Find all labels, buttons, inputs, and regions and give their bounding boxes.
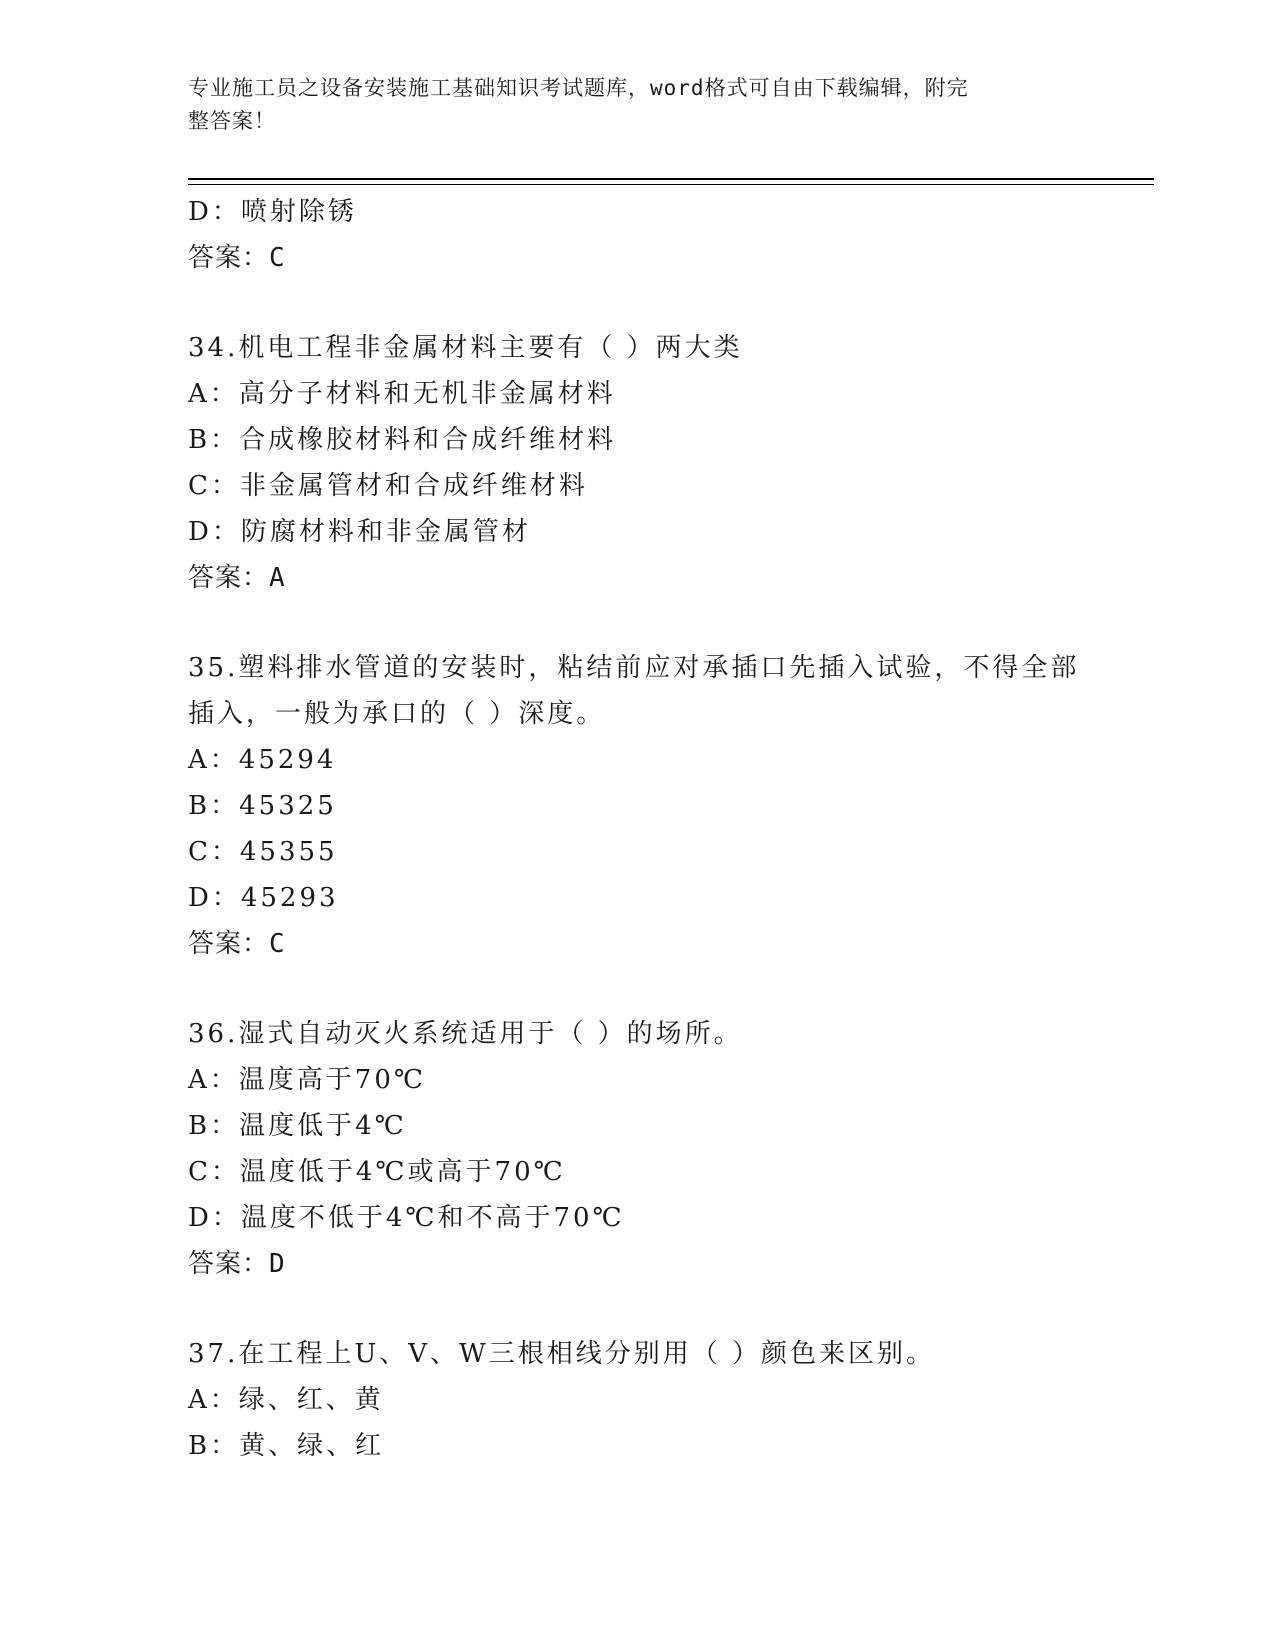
option-d: D：45293 <box>188 883 339 913</box>
question-stem: 36.湿式自动灭火系统适用于（ ）的场所。 <box>188 1019 743 1049</box>
option-b: B：温度低于4℃ <box>188 1111 407 1141</box>
option-d-carry-over: D：喷射除锈 <box>188 197 357 227</box>
spacer <box>188 967 1088 1011</box>
answer: 答案：A <box>188 563 286 593</box>
spacer <box>188 1287 1088 1331</box>
spacer <box>188 281 1088 325</box>
question-37 <box>188 1331 1088 1469</box>
option-c: C：温度低于4℃或高于70℃ <box>188 1157 566 1187</box>
option-a: A：高分子材料和无机非金属材料 <box>188 379 616 409</box>
question-stem-continued: 插入，一般为承口的（ ）深度。 <box>188 699 606 729</box>
header-divider-thin <box>188 184 1154 185</box>
header-line-2: 整答案！ <box>188 109 276 133</box>
question-list <box>188 189 1088 1469</box>
question-stem: 35.塑料排水管道的安装时，粘结前应对承插口先插入试验，不得全部 <box>188 653 1080 683</box>
option-c: C：非金属管材和合成纤维材料 <box>188 471 588 501</box>
option-a: A：45294 <box>188 745 337 775</box>
question-stem: 37.在工程上U、V、W三根相线分别用（ ）颜色来区别。 <box>188 1339 936 1369</box>
option-b: B：合成橡胶材料和合成纤维材料 <box>188 425 617 455</box>
header-line-1: 专业施工员之设备安装施工基础知识考试题库，word格式可自由下载编辑，附完 <box>188 76 969 100</box>
answer-carry-over: 答案：C <box>188 243 286 273</box>
answer: 答案：D <box>188 1249 286 1279</box>
question-36 <box>188 1011 1088 1287</box>
option-a: A：绿、红、黄 <box>188 1385 384 1415</box>
answer: 答案：C <box>188 929 286 959</box>
spacer <box>188 601 1088 645</box>
question-34 <box>188 325 1088 601</box>
option-d: D：防腐材料和非金属管材 <box>188 517 531 547</box>
option-c: C：45355 <box>188 837 338 867</box>
option-a: A：温度高于70℃ <box>188 1065 426 1095</box>
option-b: B：黄、绿、红 <box>188 1431 385 1461</box>
question-35 <box>188 645 1088 967</box>
question-stem: 34.机电工程非金属材料主要有（ ）两大类 <box>188 333 743 363</box>
header-divider-thick <box>188 178 1154 180</box>
document-header <box>188 72 1068 138</box>
option-b: B：45325 <box>188 791 337 821</box>
option-d: D：温度不低于4℃和不高于70℃ <box>188 1203 625 1233</box>
